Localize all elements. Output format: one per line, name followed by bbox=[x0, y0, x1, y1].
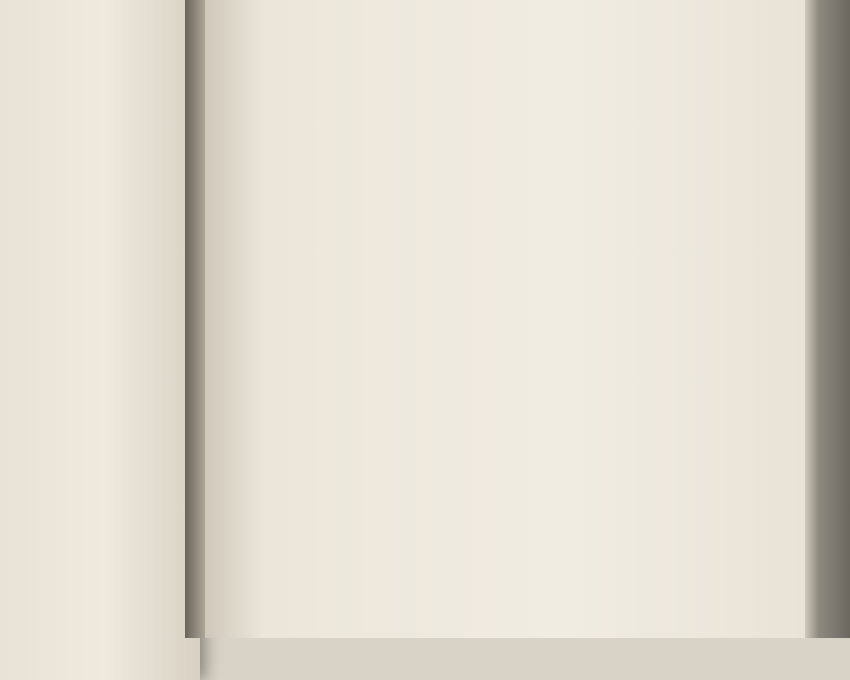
page-edge bbox=[805, 0, 850, 638]
table17 bbox=[260, 405, 735, 590]
right-page bbox=[205, 0, 805, 638]
left-page bbox=[0, 0, 200, 680]
left-page-text bbox=[0, 0, 200, 680]
table16 bbox=[275, 128, 705, 278]
